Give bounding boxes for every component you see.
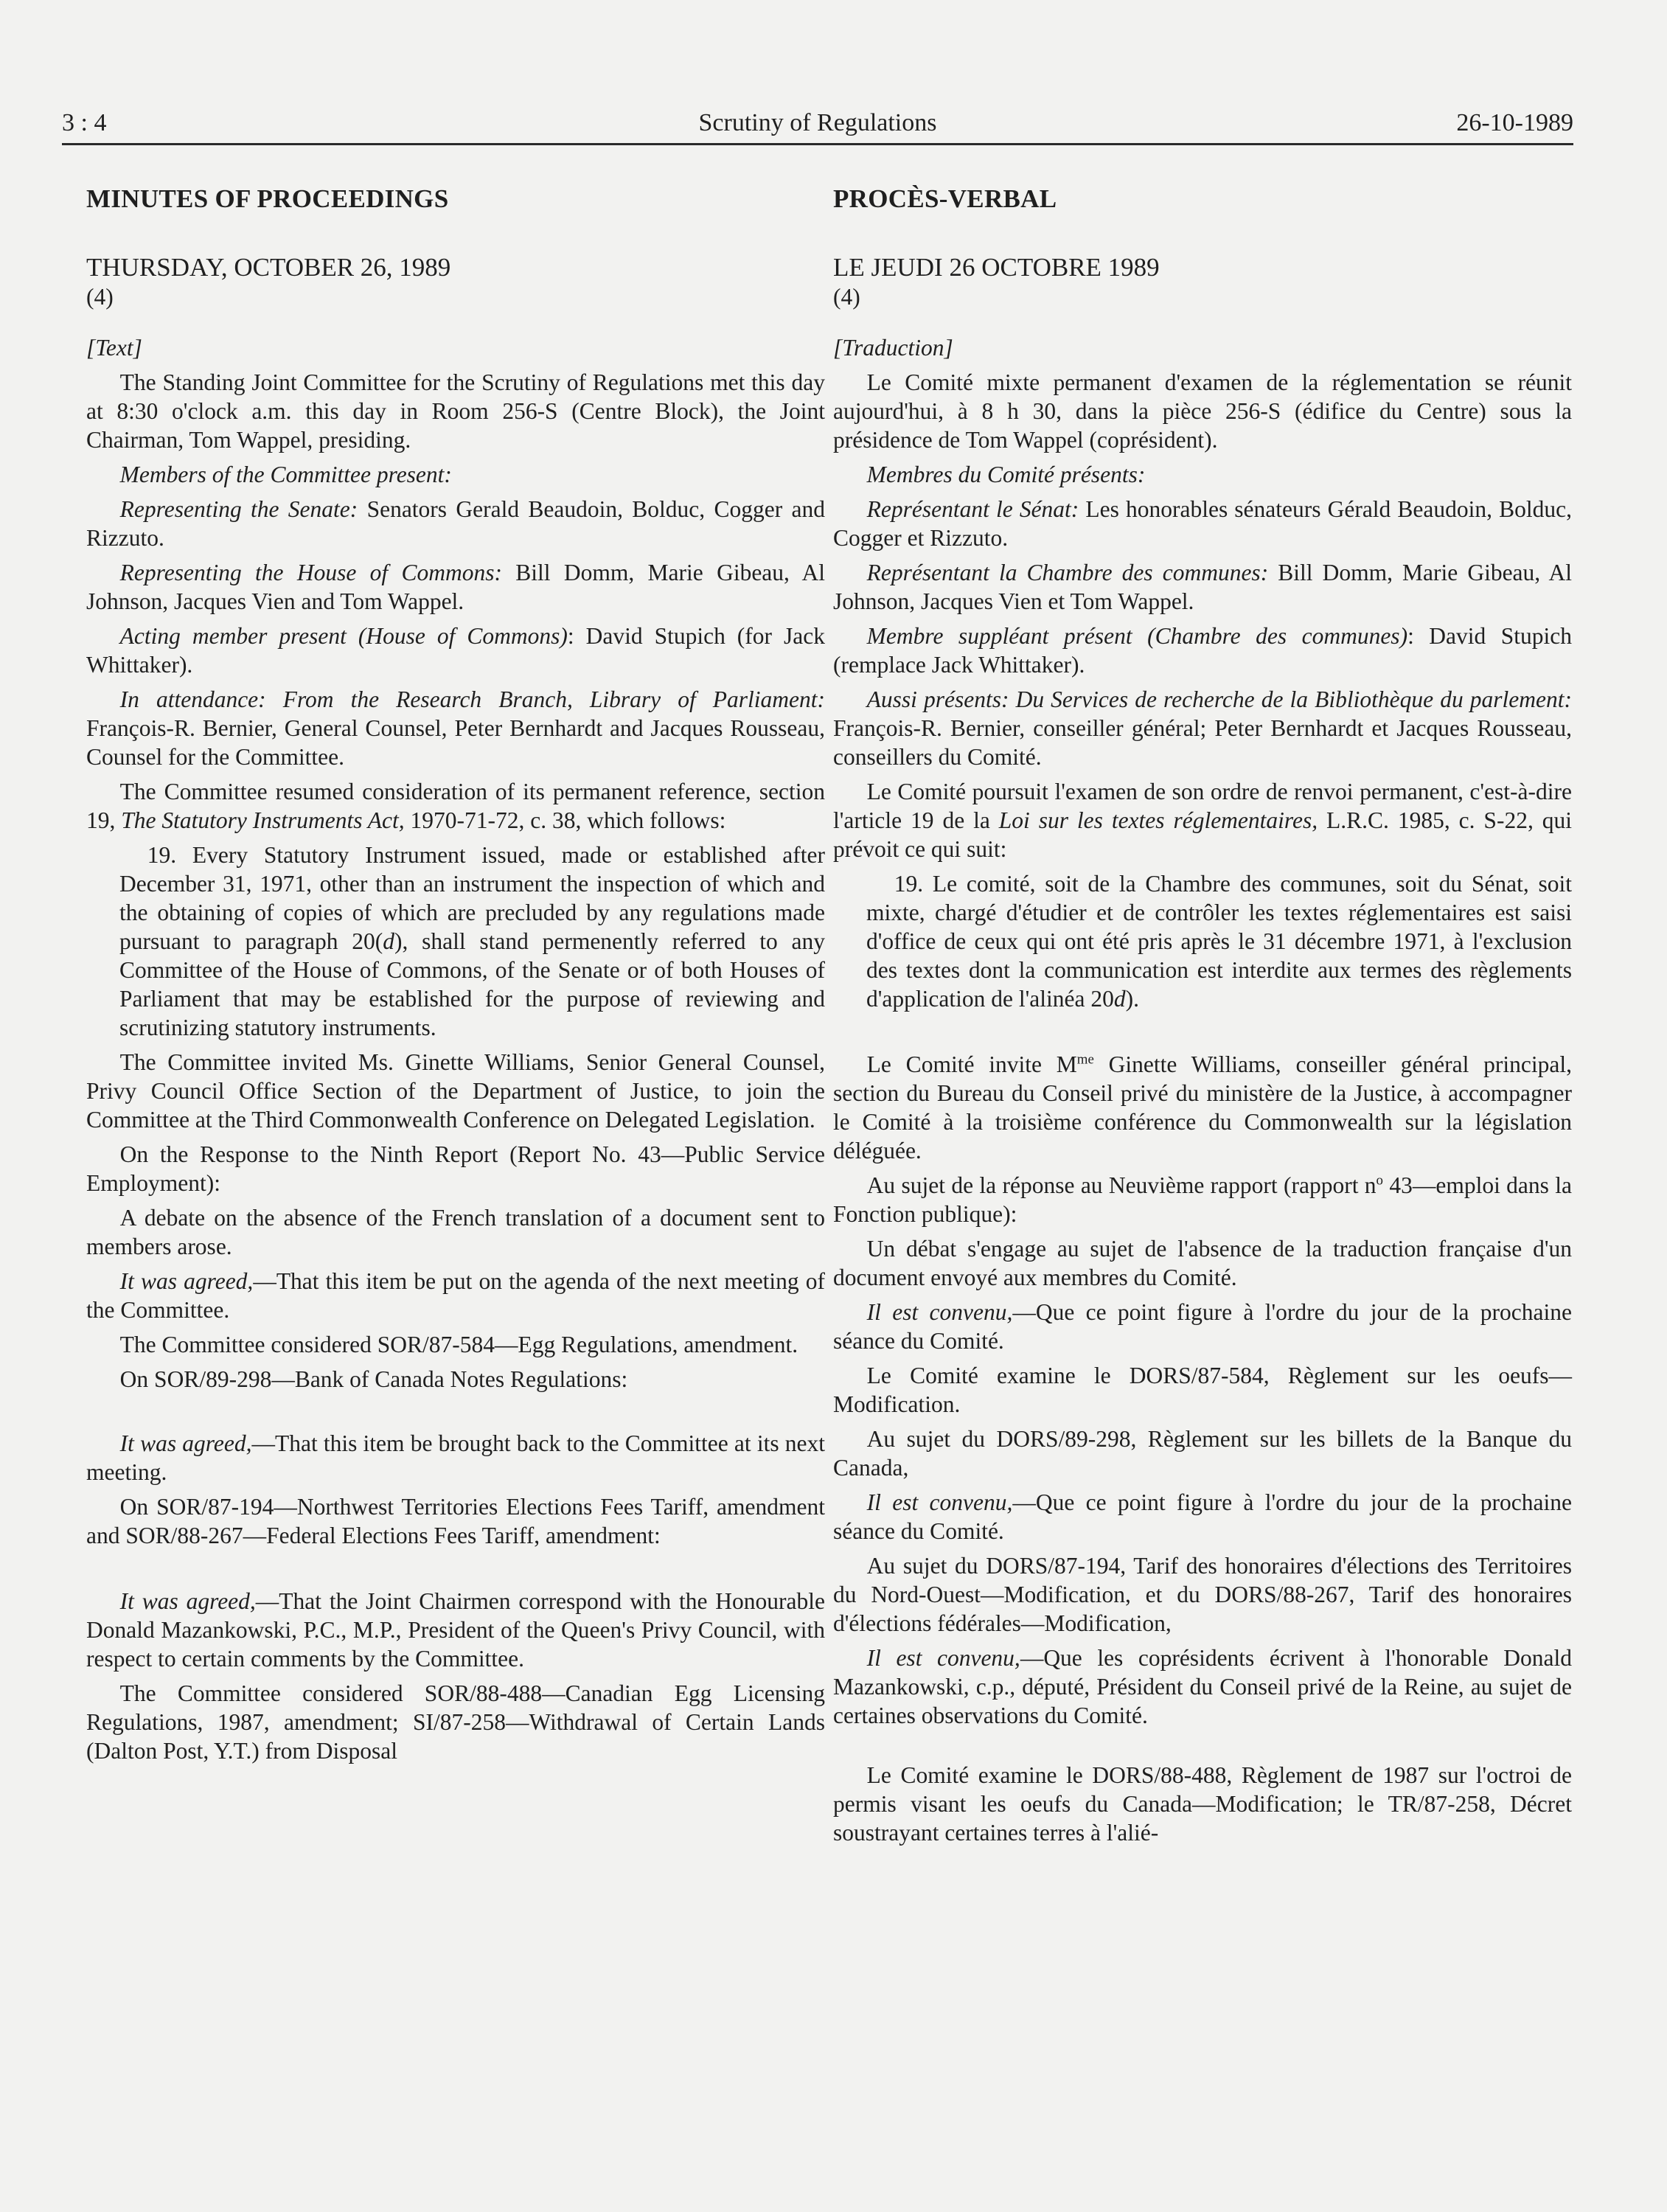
french-agreed-3: Il est convenu,—Que les coprésidents écrivent à l'honorable Donald Mazankowski, c.p., député, Président du Conseil privé de la Reine, au sujet de certaines observations du Comité. [833, 1645, 1572, 1728]
english-heading: MINUTES OF PROCEEDINGS [86, 184, 449, 213]
english-last: The Committee considered SOR/88-488—Canadian Egg Licensing Regulations, 1987, amendment; SI/87-258—Withdrawal of Certain Lands (Dalton Post, Y.T.) from Disposal [86, 1680, 825, 1764]
french-senate: Représentant le Sénat: Les honorables sénateurs Gérald Beaudoin, Bolduc, Cogger et Rizzuto. [833, 496, 1572, 551]
english-nwt: On SOR/87-194—Northwest Territories Elections Fees Tariff, amendment and SOR/88-267—Federal Elections Fees Tariff, amendment: [86, 1494, 825, 1548]
english-opening: The Standing Joint Committee for the Scrutiny of Regulations met this day at 8:30 o'clock a.m. this day in Room 256-S (Centre Block), the Joint Chairman, Tom Wappel, presiding. [86, 369, 825, 453]
english-column [86, 184, 825, 1771]
header-date: 26-10-1989 [1456, 109, 1573, 136]
french-acting: Membre suppléant présent (Chambre des communes): David Stupich (remplace Jack Whittaker). [833, 623, 1572, 678]
english-bank: On SOR/89-298—Bank of Canada Notes Regulations: [119, 1366, 628, 1392]
english-members-present: Members of the Committee present: [119, 462, 452, 487]
french-agreed-1: Il est convenu,—Que ce point figure à l'ordre du jour de la prochaine séance du Comité. [833, 1299, 1572, 1354]
english-debate: A debate on the absence of the French translation of a document sent to members arose. [86, 1205, 825, 1259]
english-agreed-1: It was agreed,—That this item be put on the agenda of the next meeting of the Committee. [86, 1268, 826, 1323]
french-bank: Au sujet du DORS/89-298, Règlement sur les billets de la Banque du Canada, [833, 1426, 1572, 1481]
french-quote: 19. Le comité, soit de la Chambre des communes, soit du Sénat, soit mixte, chargé d'étudier et de contrôler les textes réglementaires est saisi d'office de ceux qui ont été pris après le 31 décembre 1971, à l'exclusion des textes dont la communication est interdite aux termes des règlements d'application de l'alinéa 20d). [866, 871, 1572, 1012]
english-date: THURSDAY, OCTOBER 26, 1989 [86, 253, 451, 282]
french-date: LE JEUDI 26 OCTOBRE 1989 [833, 253, 1160, 282]
french-debate: Un débat s'engage au sujet de l'absence de la traduction française d'un document envoyé aux membres du Comité. [833, 1236, 1572, 1290]
english-tag: [Text] [86, 335, 142, 361]
french-sitting: (4) [833, 284, 860, 310]
french-column [833, 184, 1572, 1853]
french-opening: Le Comité mixte permanent d'examen de la réglementation se réunit aujourd'hui, à 8 h 30, dans la pièce 256-S (édifice du Centre) sous la présidence de Tom Wappel (coprésident). [833, 369, 1572, 453]
english-attendance: In attendance: From the Research Branch, Library of Parliament: François-R. Bernier, General Counsel, Peter Bernhardt and Jacques Rousseau, Counsel for the Committee. [86, 686, 825, 770]
english-resumed: The Committee resumed consideration of its permanent reference, section 19, The Statutory Instruments Act, 1970-71-72, c. 38, which follows: [86, 779, 825, 833]
running-header [62, 109, 1573, 145]
english-commons: Representing the House of Commons: Bill Domm, Marie Gibeau, Al Johnson, Jacques Vien and Tom Wappel. [86, 560, 825, 614]
french-members-present: Membres du Comité présents: [866, 462, 1146, 487]
english-acting: Acting member present (House of Commons): David Stupich (for Jack Whittaker). [86, 623, 825, 678]
french-nwt: Au sujet du DORS/87-194, Tarif des honoraires d'élections des Territoires du Nord-Ouest—Modification, et du DORS/88-267, Tarif des honoraires d'élections fédérales—Modification, [833, 1553, 1572, 1636]
french-commons: Représentant la Chambre des communes: Bill Domm, Marie Gibeau, Al Johnson, Jacques Vien et Tom Wappel. [833, 560, 1572, 614]
english-sitting: (4) [86, 284, 114, 310]
running-title: Scrutiny of Regulations [698, 109, 937, 136]
english-egg: The Committee considered SOR/87-584—Egg Regulations, amendment. [119, 1332, 798, 1357]
french-response: Au sujet de la réponse au Neuvième rapport (rapport $n^o$ 43—emploi dans la Fonction publique): [833, 1172, 1572, 1227]
french-egg: Le Comité examine le DORS/87-584, Règlement sur les oeufs—Modification. [833, 1363, 1572, 1417]
english-senate: Representing the Senate: Senators Gerald Beaudoin, Bolduc, Cogger and Rizzuto. [86, 496, 825, 551]
french-last: Le Comité examine le DORS/88-488, Règlement de 1987 sur l'octroi de permis visant les oeufs du Canada—Modification; le TR/87-258, Décret soustrayant certaines terres à l'alié- [833, 1762, 1572, 1846]
french-resumed: Le Comité poursuit l'examen de son ordre de renvoi permanent, c'est-à-dire l'article 19 de la Loi sur les textes réglementaires, L.R.C. 1985, c. S-22, qui prévoit ce qui suit: [833, 779, 1572, 862]
french-agreed-2: Il est convenu,—Que ce point figure à l'ordre du jour de la prochaine séance du Comité. [833, 1489, 1572, 1544]
english-invited: The Committee invited Ms. Ginette Williams, Senior General Counsel, Privy Council Office Section of the Department of Justice, to join the Committee at the Third Commonwealth Conference on Delegated Legislation. [86, 1049, 825, 1133]
french-heading: PROCÈS-VERBAL [833, 184, 1057, 213]
english-quote: 19. Every Statutory Instrument issued, made or established after December 31, 1971, other than an instrument the inspection of which and the obtaining of copies of which are precluded by any regulations made pursuant to paragraph 20(d), shall stand permenently referred to any Committee of the House of Commons, of the Senate or of both Houses of Parliament that may be established for the purpose of reviewing and scrutinizing statutory instruments. [119, 842, 825, 1040]
french-attendance: Aussi présents: Du Services de recherche de la Bibliothèque du parlement: François-R. Bernier, conseiller général; Peter Bernhardt et Jacques Rousseau, conseillers du Comité. [833, 686, 1572, 770]
page-number: 3 : 4 [62, 109, 107, 136]
french-tag: [Traduction] [833, 335, 953, 361]
french-invited: Le Comité invite $M^{me}$ Ginette Williams, conseiller général principal, section du Bureau du Conseil privé du ministère de la Justice, à accompagner le Comité à la troisième conférence du Commonwealth sur la législation déléguée. [833, 1051, 1572, 1164]
english-response: On the Response to the Ninth Report (Report No. 43—Public Service Employment): [86, 1141, 825, 1196]
english-agreed-2: It was agreed,—That this item be brought back to the Committee at its next meeting. [86, 1430, 826, 1485]
english-agreed-3: It was agreed,—That the Joint Chairmen correspond with the Honourable Donald Mazankowski, P.C., M.P., President of the Queen's Privy Council, with respect to certain comments by the Committee. [86, 1588, 826, 1672]
